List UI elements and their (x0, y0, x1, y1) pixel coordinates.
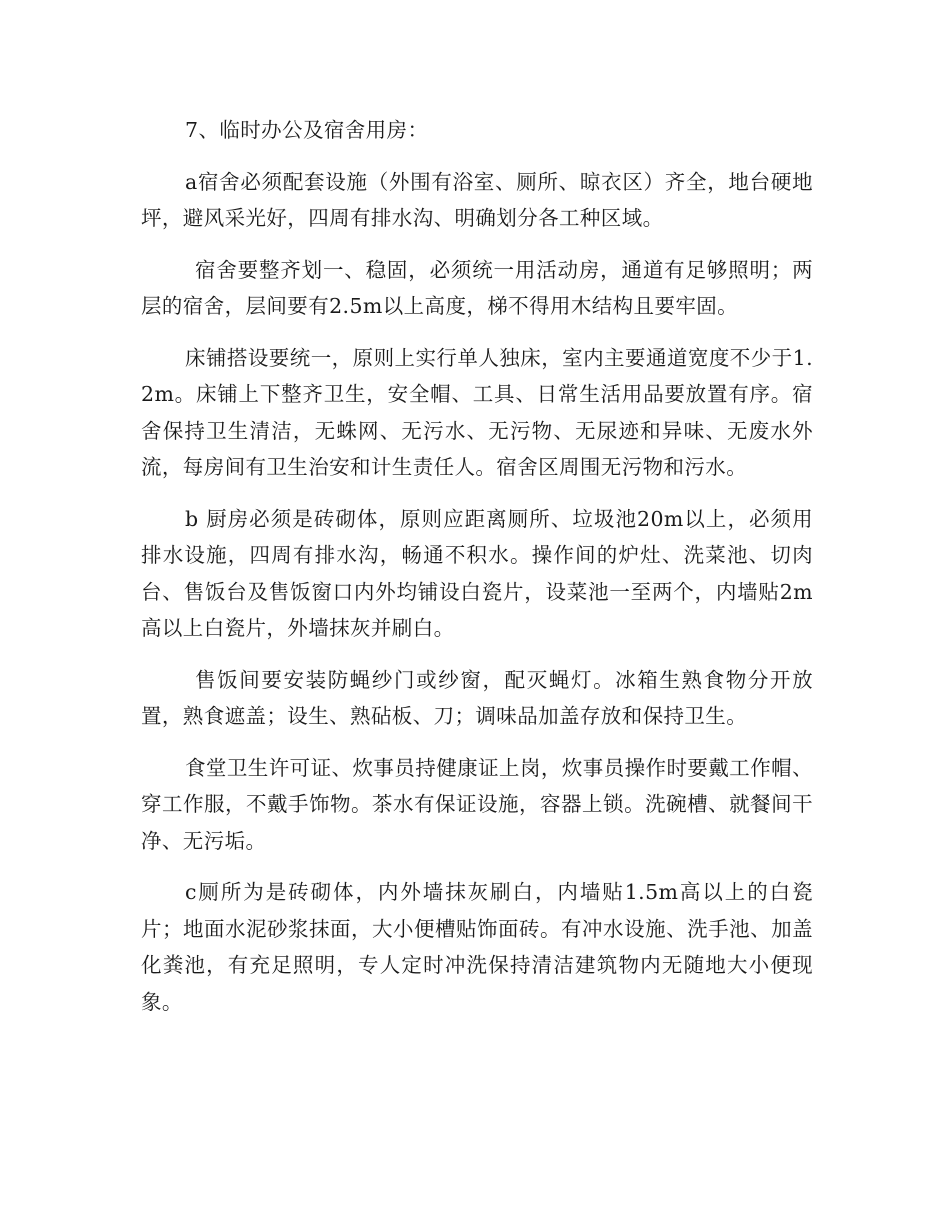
paragraph-bed-arrangement: 床铺搭设要统一，原则上实行单人独床，室内主要通道宽度不少于1.2m。床铺上下整齐卫生，安全帽、工具、日常生活用品要放置有序。宿舍保持卫生清洁，无蛛网、无污水、无污物、无尿迹和异味、无废水外流，每房间有卫生治安和计生责任人。宿舍区周围无污物和污水。 (141, 345, 813, 479)
paragraph-dormitory-structure: 宿舍要整齐划一、稳固，必须统一用活动房，通道有足够照明；两层的宿舍，层间要有2.5m以上高度，梯不得用木结构且要牢固。 (141, 257, 813, 318)
paragraph-toilet: c厕所为是砖砌体，内外墙抹灰刷白，内墙贴1.5m高以上的白瓷片；地面水泥砂浆抹面，大小便槽贴饰面砖。有冲水设施、洗手池、加盖化粪池，有充足照明，专人定时冲洗保持清洁建筑物内无随地大小便现象。 (141, 880, 813, 1014)
document-body (141, 112, 813, 1020)
paragraph-dormitory-facilities: a宿舍必须配套设施（外围有浴室、厕所、晾衣区）齐全，地台硬地坪，避风采光好，四周有排水沟、明确划分各工种区域。 (141, 169, 813, 230)
paragraph-serving-room: 售饭间要安装防蝇纱门或纱窗，配灭蝇灯。冰箱生熟食物分开放置，熟食遮盖；设生、熟砧板、刀；调味品加盖存放和保持卫生。 (141, 667, 813, 728)
paragraph-kitchen: b 厨房必须是砖砌体，原则应距离厕所、垃圾池20m以上，必须用排水设施，四周有排水沟，畅通不积水。操作间的炉灶、洗菜池、切肉台、售饭台及售饭窗口内外均铺设白瓷片，设菜池一至两个，内墙贴2m高以上白瓷片，外墙抹灰并刷白。 (141, 506, 813, 640)
paragraph-canteen-hygiene: 食堂卫生许可证、炊事员持健康证上岗，炊事员操作时要戴工作帽、穿工作服，不戴手饰物。茶水有保证设施，容器上锁。洗碗槽、就餐间干净、无污垢。 (141, 755, 813, 853)
section-heading: 7、临时办公及宿舍用房： (185, 118, 429, 142)
